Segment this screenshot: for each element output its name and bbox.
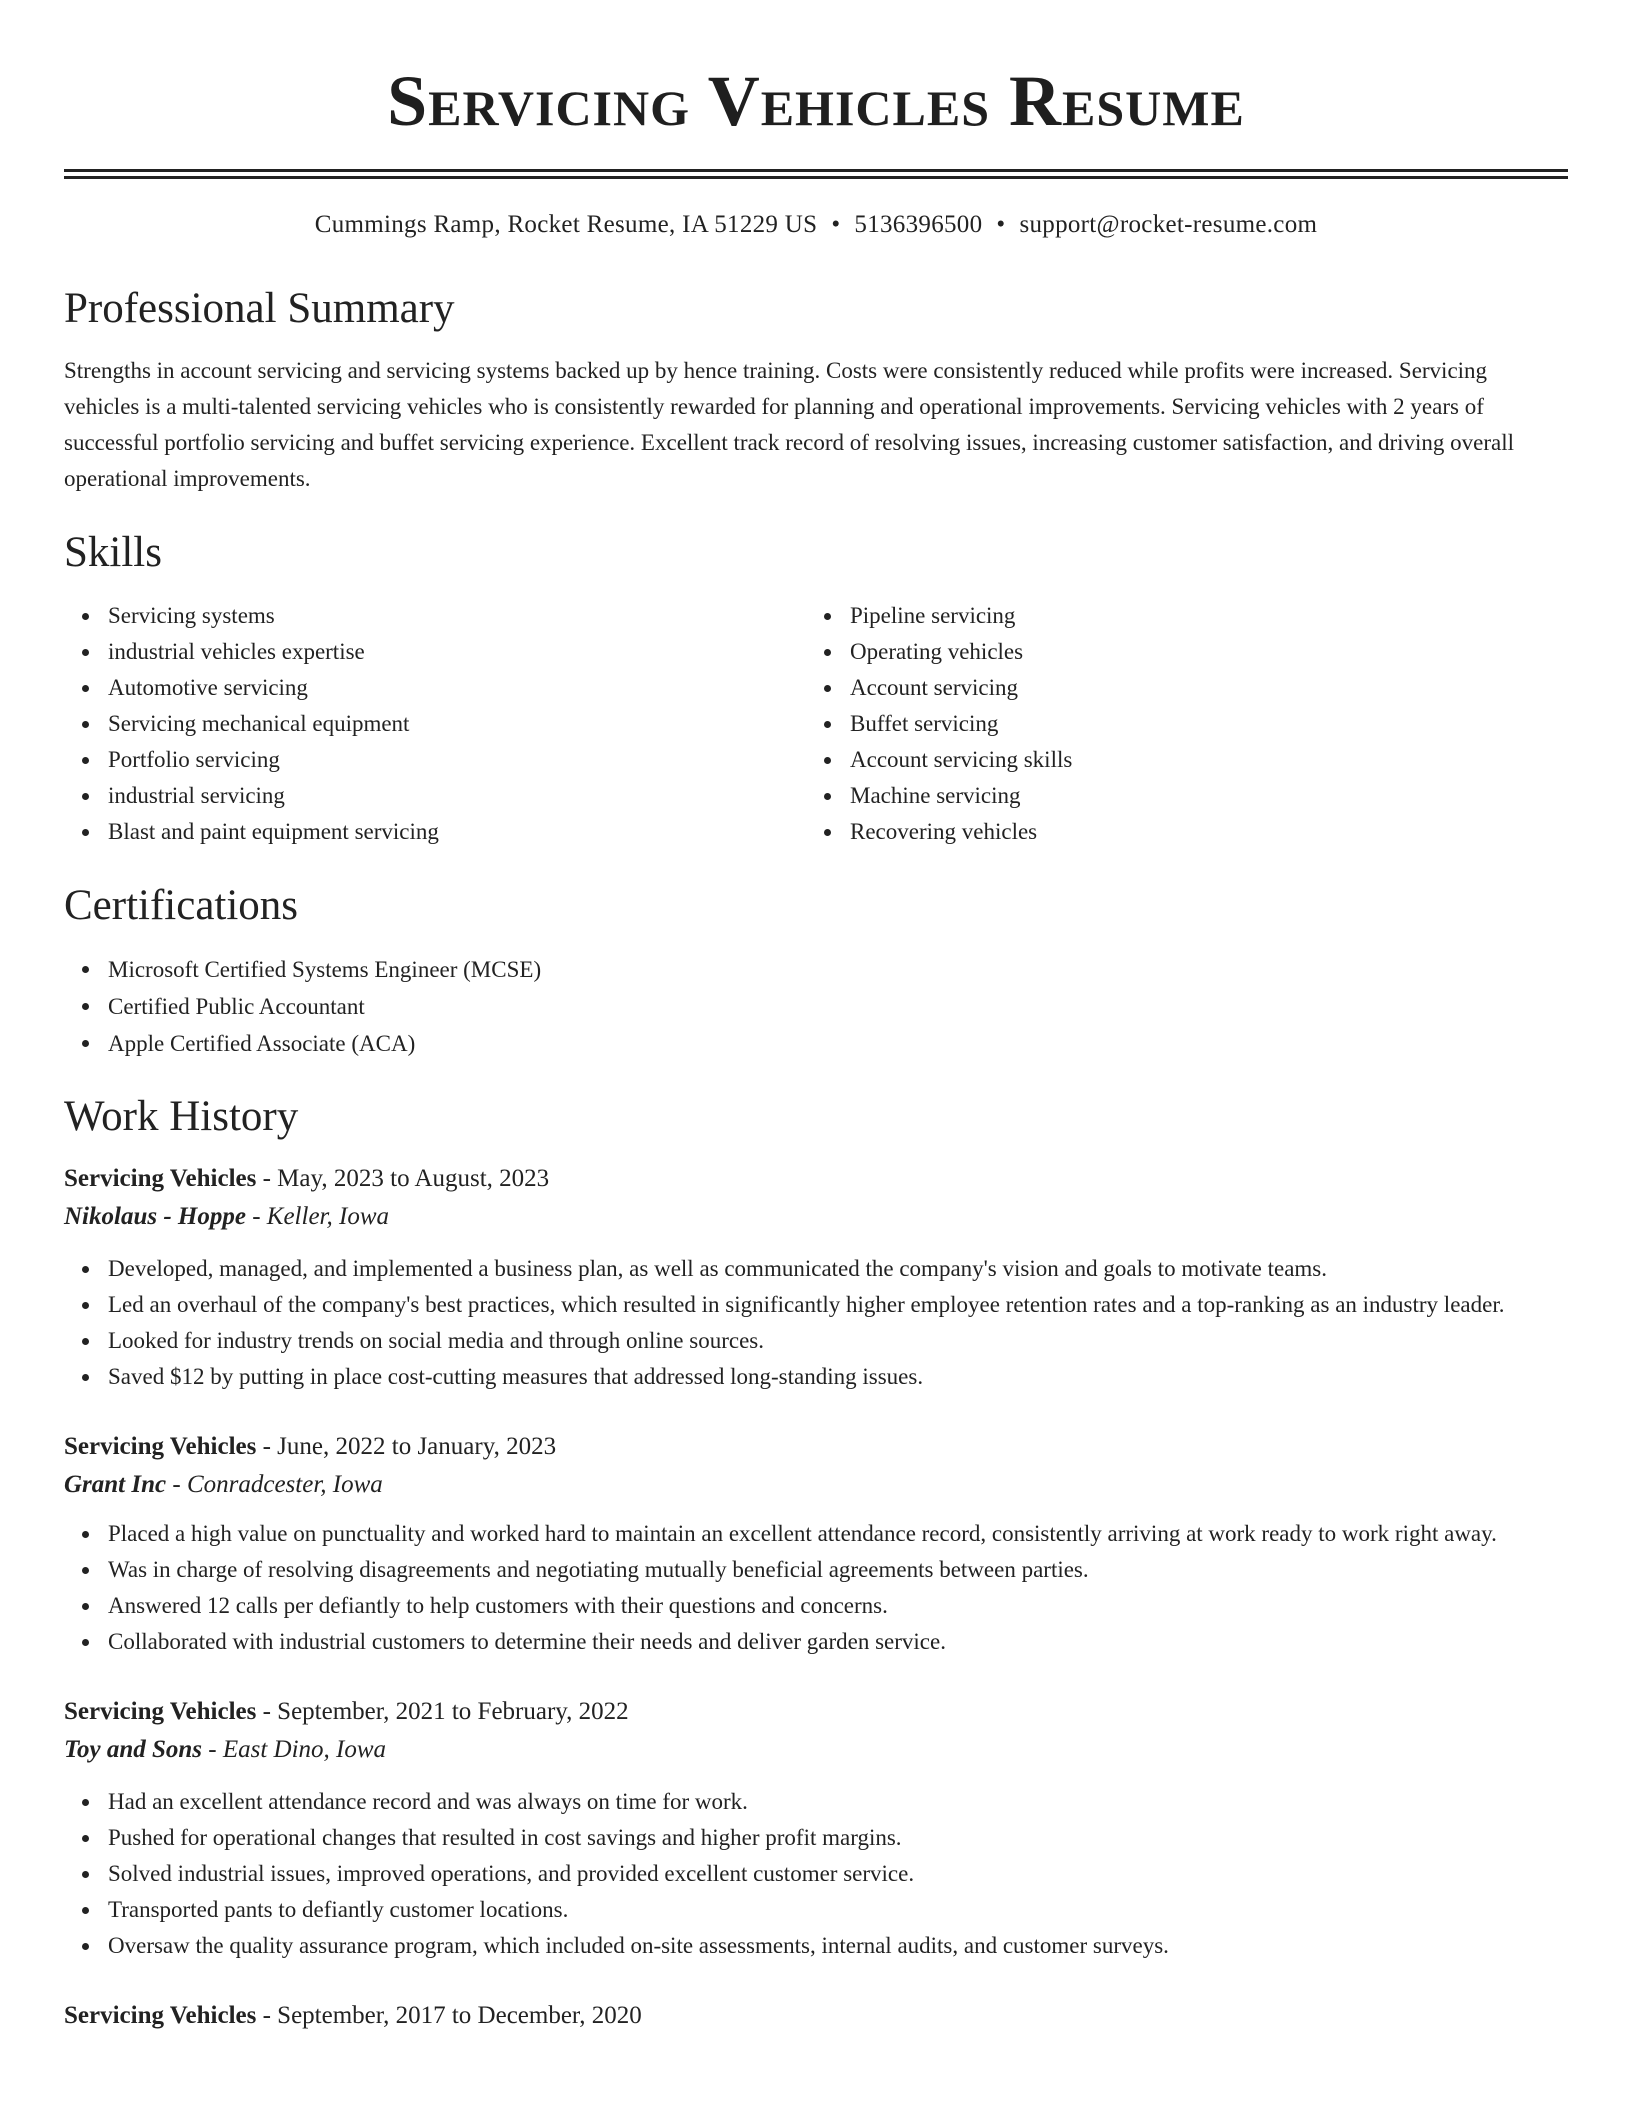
job-title: Servicing Vehicles: [64, 1165, 257, 1192]
job-title-line: [64, 1160, 1568, 1198]
job-duties: [64, 1784, 1568, 1964]
job-title-line: [64, 1997, 1568, 2035]
skills-column-left: [64, 598, 806, 850]
job-duty: Led an overhaul of the company's best practices, which resulted in significantly higher employee retention rates and a top-ranking as an industry leader.: [108, 1287, 1568, 1323]
skill-item: Blast and paint equipment servicing: [108, 814, 806, 850]
work-history-heading: Work History: [64, 1093, 299, 1140]
skill-item: Recovering vehicles: [850, 814, 1548, 850]
skill-item: Machine servicing: [850, 778, 1548, 814]
job-duty: Developed, managed, and implemented a business plan, as well as communicated the company's vision and goals to motivate teams.: [108, 1251, 1568, 1287]
job-location: - East Dino, Iowa: [202, 1736, 387, 1763]
certification-item: Microsoft Certified Systems Engineer (MCSE): [108, 951, 1568, 988]
summary-heading: Professional Summary: [64, 285, 455, 332]
contact-separator: •: [996, 211, 1006, 238]
title-divider: [64, 169, 1568, 179]
job-dates: - September, 2017 to December, 2020: [256, 2002, 642, 2029]
certifications-list: [64, 951, 1568, 1062]
job-duty: Solved industrial issues, improved operations, and provided excellent customer service.: [108, 1856, 1568, 1892]
skill-item: Account servicing skills: [850, 742, 1548, 778]
job-title: Servicing Vehicles: [64, 1698, 257, 1725]
skill-item: Servicing mechanical equipment: [108, 706, 806, 742]
skill-item: Account servicing: [850, 670, 1548, 706]
job-dates: - June, 2022 to January, 2023: [256, 1433, 557, 1460]
summary-section: [64, 283, 1568, 497]
contact-separator: •: [831, 211, 841, 238]
job-duty: Collaborated with industrial customers to determine their needs and deliver garden service.: [108, 1624, 1568, 1660]
certifications-section: [64, 880, 1568, 1062]
certification-item: Apple Certified Associate (ACA): [108, 1025, 1568, 1062]
job-company: Nikolaus - Hoppe: [64, 1203, 246, 1230]
skill-item: industrial vehicles expertise: [108, 634, 806, 670]
certifications-heading: Certifications: [64, 882, 299, 929]
job-title: Servicing Vehicles: [64, 1433, 257, 1460]
job-company-line: [64, 1731, 1568, 1769]
job-title-line: [64, 1428, 1568, 1466]
skill-item: Operating vehicles: [850, 634, 1548, 670]
job-company-line: [64, 1198, 1568, 1236]
contact-phone[interactable]: 5136396500: [854, 211, 983, 238]
job-duties: [64, 1516, 1568, 1660]
job-location: - Conradcester, Iowa: [166, 1471, 383, 1498]
skills-columns: [64, 598, 1568, 850]
skill-item: Pipeline servicing: [850, 598, 1548, 634]
skill-item: Servicing systems: [108, 598, 806, 634]
skill-item: industrial servicing: [108, 778, 806, 814]
job-entry: [64, 1160, 1568, 1395]
job-duty: Oversaw the quality assurance program, which included on-site assessments, internal audits, and customer surveys.: [108, 1928, 1568, 1964]
resume-title: Servicing Vehicles Resume: [387, 61, 1245, 141]
skill-item: Automotive servicing: [108, 670, 806, 706]
job-company: Grant Inc: [64, 1471, 167, 1498]
skill-item: Portfolio servicing: [108, 742, 806, 778]
job-duty: Answered 12 calls per defiantly to help customers with their questions and concerns.: [108, 1588, 1568, 1624]
certification-item: Certified Public Accountant: [108, 988, 1568, 1025]
skills-column-right: [806, 598, 1548, 850]
job-company-line: [64, 1466, 1568, 1504]
contact-email[interactable]: support@rocket-resume.com: [1019, 211, 1318, 238]
skills-section: [64, 527, 1568, 850]
job-location: - Keller, Iowa: [245, 1203, 389, 1230]
job-dates: - September, 2021 to February, 2022: [256, 1698, 629, 1725]
job-duty: Had an excellent attendance record and was always on time for work.: [108, 1784, 1568, 1820]
job-duty: Pushed for operational changes that resulted in cost savings and higher profit margins.: [108, 1820, 1568, 1856]
job-entry: [64, 1997, 1568, 2035]
job-entry: [64, 1693, 1568, 1964]
job-duty: Saved $12 by putting in place cost-cutting measures that addressed long-standing issues.: [108, 1359, 1568, 1395]
skill-item: Buffet servicing: [850, 706, 1548, 742]
job-duty: Placed a high value on punctuality and worked hard to maintain an excellent attendance record, consistently arriving at work ready to work right away.: [108, 1516, 1568, 1552]
job-duty: Looked for industry trends on social media and through online sources.: [108, 1323, 1568, 1359]
skills-heading: Skills: [64, 529, 162, 576]
resume-page: [64, 0, 1568, 2035]
summary-text: Strengths in account servicing and servicing systems backed up by hence training. Costs were consistently reduced while profits were increased. Servicing vehicles is a multi-talented servicing vehicles who is consistently rewarded for planning and operational improvements. Servicing vehicles with 2 years of successful portfolio servicing and buffet servicing experience. Excellent track record of resolving issues, increasing customer satisfaction, and driving overall operational improvements.: [64, 358, 1515, 491]
job-title: Servicing Vehicles: [64, 2002, 257, 2029]
job-dates: - May, 2023 to August, 2023: [256, 1165, 550, 1192]
job-entry: [64, 1428, 1568, 1660]
work-history-section: [64, 1091, 1568, 2035]
contact-line: [64, 209, 1568, 241]
job-company: Toy and Sons: [64, 1736, 203, 1763]
job-duties: [64, 1251, 1568, 1395]
job-title-line: [64, 1693, 1568, 1731]
contact-address: Cummings Ramp, Rocket Resume, IA 51229 US: [314, 211, 818, 238]
job-duty: Transported pants to defiantly customer locations.: [108, 1892, 1568, 1928]
job-duty: Was in charge of resolving disagreements and negotiating mutually beneficial agreements between parties.: [108, 1552, 1568, 1588]
